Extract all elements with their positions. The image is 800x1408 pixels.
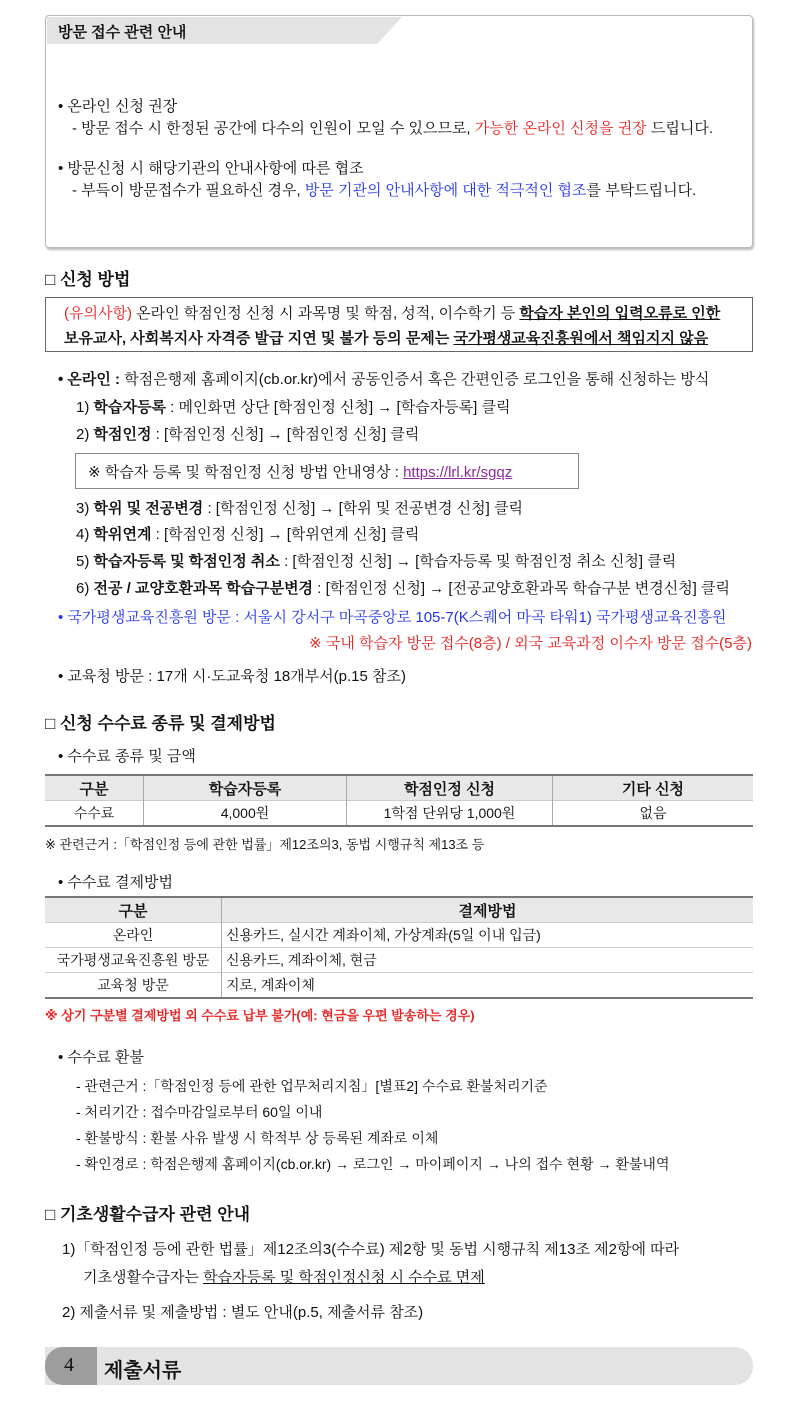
table-row	[45, 923, 753, 948]
basic-item1-line2	[83, 1266, 485, 1287]
caution-label: (유의사항)	[64, 305, 132, 322]
label: 학점인정	[93, 426, 152, 443]
step-3	[76, 497, 523, 518]
text: 를 부탁드립니다.	[586, 182, 697, 199]
text: : [학점인정 신청] → [전공교양호환과목 학습구분 변경신청] 클릭	[313, 580, 731, 597]
num: 6)	[76, 580, 90, 597]
text: : 메인화면 상단 [학점인정 신청] → [학습자등록] 클릭	[165, 399, 511, 416]
basic-item2: 2) 제출서류 및 제출방법 : 별도 안내(p.5, 제출서류 참조)	[62, 1304, 424, 1321]
cell: 국가평생교육진흥원 방문	[56, 952, 210, 968]
text: 학습자등록 및 학점인정신청 시 수수료 면제	[203, 1269, 485, 1286]
cell: 4,000원	[144, 801, 347, 827]
payment-warning: ※ 상기 구분별 결제방법 외 수수료 납부 불가(예: 현금을 우편 발송하는 경우)	[45, 1008, 475, 1023]
table-row	[45, 801, 753, 827]
table-row	[45, 973, 753, 999]
text: : [학점인정 신청] → [학위 및 전공변경 신청] 클릭	[203, 500, 523, 517]
label: 학위 및 전공변경	[93, 500, 204, 517]
highlight-text: 방문 기관의 안내사항에 대한 적극적인 협조	[304, 182, 587, 199]
text: 보유교사, 사회복지사 자격증 발급 지연 및 불가 등의 문제는	[64, 330, 454, 347]
header-cell: 구분	[45, 897, 222, 923]
visit-item2-sub	[72, 179, 696, 200]
section-heading-basic-livelihood: □ 기초생활수급자 관련 안내	[45, 1205, 251, 1224]
video-link[interactable]: https://lrl.kr/sgqz	[403, 464, 513, 481]
visit-item2-title: • 방문신청 시 해당기관의 안내사항에 따른 협조	[58, 160, 364, 177]
step-4	[76, 523, 419, 544]
payment-table	[45, 896, 753, 999]
header-cell: 구분	[45, 775, 144, 801]
header-cell: 결제방법	[222, 897, 754, 923]
basic-item1-line1: 1)「학점인정 등에 관한 법률」제12조의3(수수료) 제2항 및 동법 시행규칙 제13조 제2항에 따라	[62, 1241, 680, 1258]
refund-item: - 처리기간 : 접수마감일로부터 60일 이내	[76, 1104, 323, 1120]
header-cell: 학습자등록	[144, 775, 347, 801]
num: 4)	[76, 526, 90, 543]
text: 학습자 본인의 입력오류로 인한	[519, 305, 721, 322]
step-1	[76, 396, 510, 417]
online-method	[58, 368, 709, 389]
step-5	[76, 550, 676, 571]
text: - 방문 접수 시 한정된 공간에 다수의 인원이 모일 수 있으므로,	[72, 120, 475, 137]
text: 학점은행제 홈페이지(cb.or.kr)에서 공동인증서 혹은 간편인증 로그인을 통해 신청하는 방식	[120, 371, 710, 388]
cell: 지로, 계좌이체	[222, 973, 754, 999]
header-cell: 기타 신청	[553, 775, 754, 801]
text: 온라인 학점인정 신청 시 과목명 및 학점, 성적, 이수학기 등	[131, 305, 520, 322]
section-heading-apply-method: □ 신청 방법	[45, 270, 131, 289]
text: : [학점인정 신청] → [학위연계 신청] 클릭	[151, 526, 420, 543]
refund-item: - 확인경로 : 학점은행제 홈페이지(cb.or.kr) → 로그인 → 마이페이지 → 나의 접수 현황 → 환불내역	[76, 1156, 670, 1172]
refund-item: - 환불방식 : 환불 사유 발생 시 학적부 상 등록된 계좌로 이체	[76, 1130, 439, 1146]
num: 2)	[76, 426, 90, 443]
text: : [학점인정 신청] → [학점인정 신청] 클릭	[151, 426, 420, 443]
cell: 온라인	[112, 927, 154, 943]
text: 기초생활수급자는	[83, 1269, 204, 1286]
step-6	[76, 577, 730, 598]
num: 5)	[76, 553, 90, 570]
fee-legal-note: ※ 관련근거 :「학점인정 등에 관한 법률」제12조의3, 동법 시행규칙 제13조 등	[45, 837, 485, 852]
text: 드립니다.	[646, 120, 713, 137]
visit-item1-sub	[72, 117, 713, 138]
highlight-text: 가능한 온라인 신청을 권장	[474, 120, 647, 137]
text: : [학점인정 신청] → [학습자등록 및 학점인정 취소 신청] 클릭	[279, 553, 677, 570]
table-header-row	[45, 897, 753, 923]
label: 학위연계	[93, 526, 152, 543]
text: - 부득이 방문접수가 필요하신 경우,	[72, 182, 305, 199]
cell: 1학점 단위당 1,000원	[347, 801, 553, 827]
step-2	[76, 423, 419, 444]
page-number: 4	[64, 1354, 74, 1376]
label: 학습자등록	[93, 399, 166, 416]
nile-visit-note: ※ 국내 학습자 방문 접수(8층) / 외국 교육과정 이수자 방문 접수(5층)	[309, 635, 752, 652]
nile-visit: • 국가평생교육진흥원 방문 : 서울시 강서구 마곡중앙로 105-7(K스퀘어 마곡 타워1) 국가평생교육진흥원	[58, 609, 727, 626]
cell: 교육청 방문	[97, 977, 169, 993]
visit-notice-title: 방문 접수 관련 안내	[58, 24, 187, 41]
section-heading-fees: □ 신청 수수료 종류 및 결제방법	[45, 714, 276, 733]
label: • 온라인 :	[58, 371, 121, 388]
payment-methods-title: • 수수료 결제방법	[58, 874, 174, 891]
cell: 없음	[553, 801, 754, 827]
header-cell: 학점인정 신청	[347, 775, 553, 801]
label: ※ 학습자 등록 및 학점인정 신청 방법 안내영상 :	[88, 464, 404, 481]
chapter-title: 제출서류	[104, 1360, 182, 1382]
cell: 수수료	[73, 805, 115, 821]
fee-table	[45, 774, 753, 827]
edu-office-visit: • 교육청 방문 : 17개 시·도교육청 18개부서(p.15 참조)	[58, 668, 406, 685]
visit-item1-title: • 온라인 신청 권장	[58, 98, 178, 115]
cell: 신용카드, 실시간 계좌이체, 가상계좌(5일 이내 입금)	[222, 923, 754, 948]
table-row	[45, 948, 753, 973]
num: 3)	[76, 500, 90, 517]
label: 학습자등록 및 학점인정 취소	[93, 553, 280, 570]
num: 1)	[76, 399, 90, 416]
cell: 신용카드, 계좌이체, 현금	[222, 948, 754, 973]
label: 전공 / 교양호환과목 학습구분변경	[93, 580, 314, 597]
table-header-row	[45, 775, 753, 801]
refund-title: • 수수료 환불	[58, 1049, 145, 1066]
video-guide	[88, 461, 512, 482]
refund-item: - 관련근거 :「학점인정 등에 관한 업무처리지침」[별표2] 수수료 환불처리기준	[76, 1078, 548, 1094]
text: 국가평생교육진흥원에서 책임지지 않음	[453, 330, 709, 347]
caution-line1	[64, 302, 720, 323]
fee-types-title: • 수수료 종류 및 금액	[58, 748, 196, 765]
caution-line2	[64, 327, 708, 348]
